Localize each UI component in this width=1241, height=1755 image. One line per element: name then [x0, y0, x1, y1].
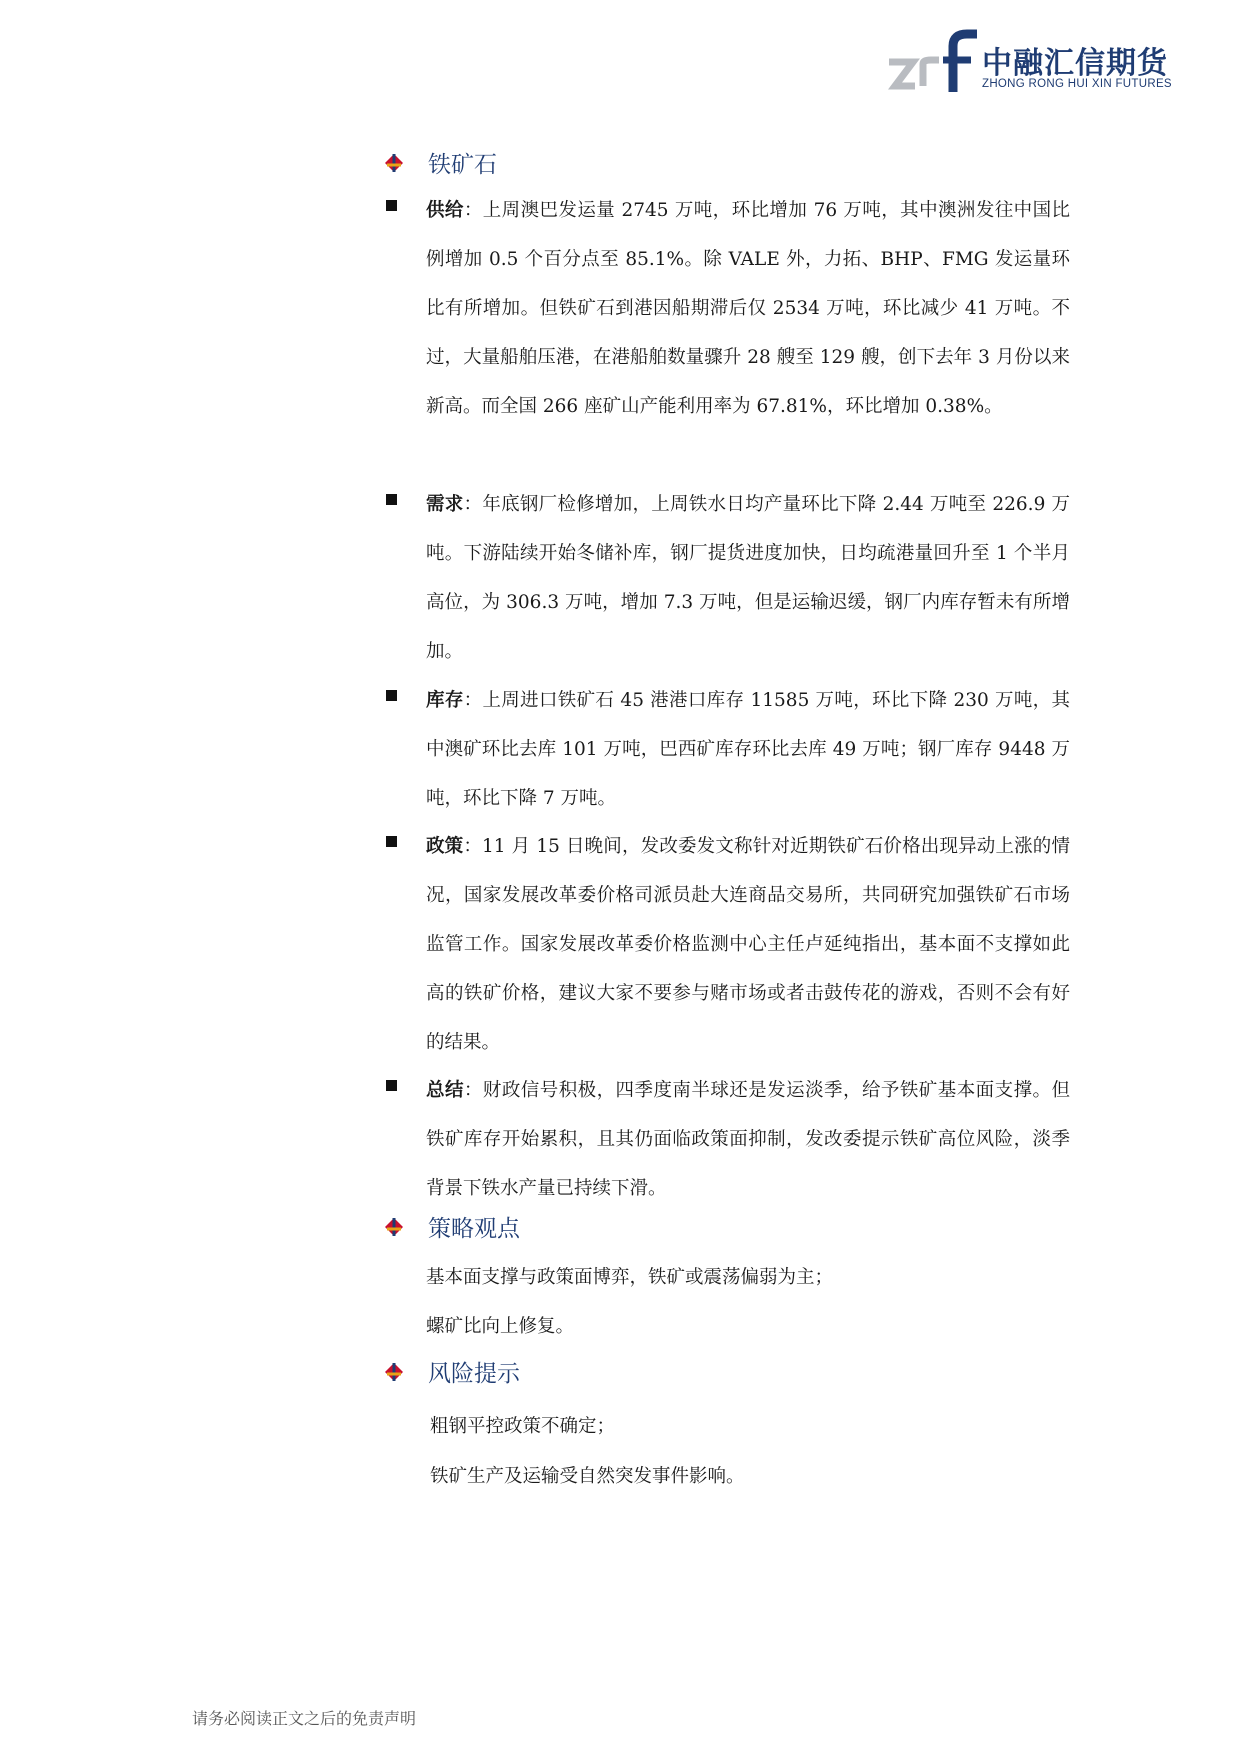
bullet-text: ：上周澳巴发运量 2745 万吨，环比增加 76 万吨，其中澳洲发往中国比例增加 0.5 个百分点至 85.1%。除 VALE 外，力拓、BHP、FMG 发运量环比有所增加。但铁矿石到港因船期滞后仅 2534 万吨，环比减少 41 万吨。不过，大量船舶压港，在港船舶数量骤升 28 艘至 129 艘，创下去年 3 月份以来新高。而全国 266 座矿山产能利用率为 67.81%，环比增加 0.38%。	[426, 200, 1070, 417]
logo-chinese-name: 中融汇信期货	[982, 46, 1168, 81]
zrf-logo-icon	[887, 28, 979, 94]
strategy-line: 基本面支撑与政策面博弈，铁矿或震荡偏弱为主；	[426, 1267, 834, 1288]
diamond-arrow-icon	[383, 1216, 405, 1238]
bullet-text: ：11 月 15 日晚间，发改委发文称针对近期铁矿石价格出现异动上涨的情况，国家发展改革委价格司派员赴大连商品交易所，共同研究加强铁矿石市场监管工作。国家发展改革委价格监测中心主任卢延纯指出，基本面不支撑如此高的铁矿价格，建议大家不要参与赌市场或者击鼓传花的游戏，否则不会有好的结果。	[426, 836, 1070, 1053]
strategy-line: 螺矿比向上修复。	[426, 1316, 575, 1337]
section-title: 风险提示	[428, 1361, 520, 1387]
bullet-label: 供给	[426, 200, 464, 221]
bullet-text: ：财政信号积极，四季度南半球还是发运淡季，给予铁矿基本面支撑。但铁矿库存开始累积，且其仍面临政策面抑制，发改委提示铁矿高位风险，淡季背景下铁水产量已持续下滑。	[426, 1080, 1070, 1199]
bullet-label: 库存	[426, 690, 464, 711]
bullet-paragraph	[426, 186, 1070, 431]
bullet-label: 总结	[426, 1080, 464, 1101]
company-logo	[887, 28, 1172, 94]
bullet-paragraph	[426, 480, 1070, 676]
bullet-paragraph	[426, 822, 1070, 1067]
section-title: 铁矿石	[428, 152, 497, 178]
bullet-text: ：上周进口铁矿石 45 港港口库存 11585 万吨，环比下降 230 万吨，其中澳矿环比去库 101 万吨，巴西矿库存环比去库 49 万吨；钢厂库存 9448 万吨，环比下降 7 万吨。	[426, 690, 1070, 809]
diamond-arrow-icon	[383, 1361, 405, 1383]
diamond-arrow-icon	[383, 152, 405, 174]
risk-line: 铁矿生产及运输受自然突发事件影响。	[430, 1466, 745, 1487]
square-bullet-icon	[386, 200, 397, 211]
bullet-label: 需求	[426, 494, 464, 515]
bullet-label: 政策	[426, 836, 464, 857]
risk-line: 粗钢平控政策不确定；	[430, 1416, 616, 1437]
footer-disclaimer: 请务必阅读正文之后的免责声明	[192, 1709, 417, 1728]
square-bullet-icon	[386, 690, 397, 701]
section-title: 策略观点	[428, 1216, 520, 1242]
bullet-text: ：年底钢厂检修增加，上周铁水日均产量环比下降 2.44 万吨至 226.9 万吨。下游陆续开始冬储补库，钢厂提货进度加快，日均疏港量回升至 1 个半月高位，为 306.3 万吨，增加 7.3 万吨，但是运输迟缓，钢厂内库存暂未有所增加。	[426, 494, 1070, 662]
square-bullet-icon	[386, 494, 397, 505]
bullet-paragraph	[426, 676, 1070, 823]
bullet-paragraph	[426, 1066, 1070, 1213]
square-bullet-icon	[386, 836, 397, 847]
logo-english-name: ZHONG RONG HUI XIN FUTURES	[982, 78, 1172, 90]
square-bullet-icon	[386, 1080, 397, 1091]
